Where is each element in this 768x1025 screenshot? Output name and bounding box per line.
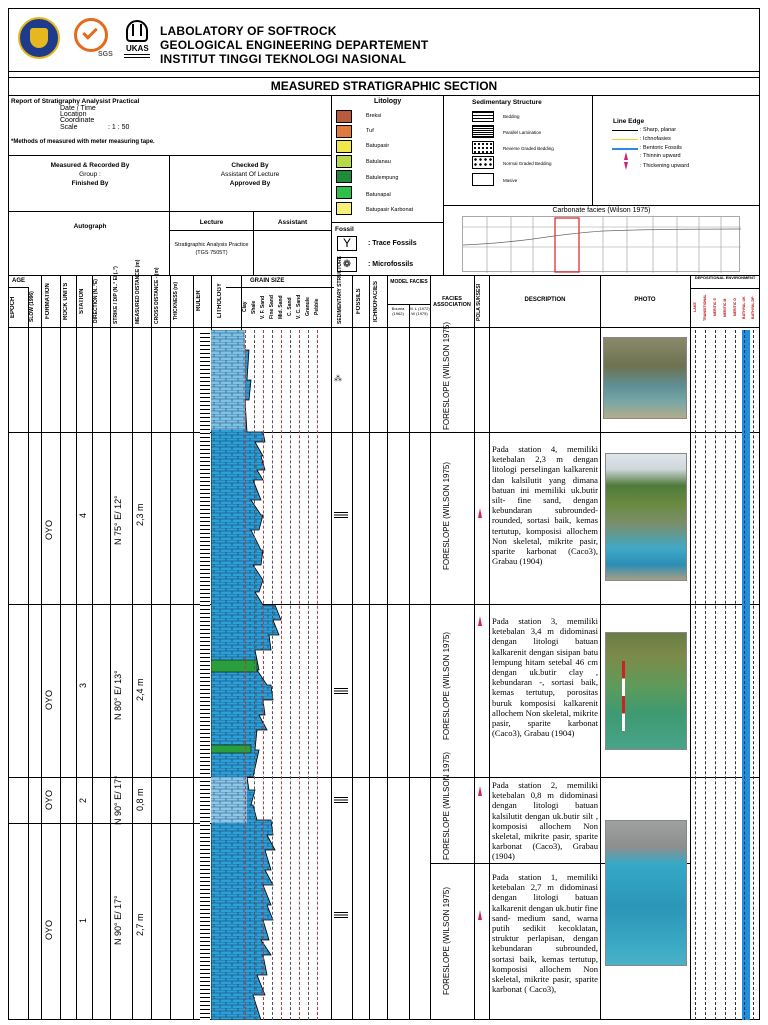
legend-thinning-upward: : Thinnin upward [640,153,681,159]
env-label: LAKE [693,302,697,313]
photo-station-3 [605,632,687,750]
lecture-label: Lecture [199,219,224,226]
checked-by: Checked By [231,162,269,169]
grain-guide [299,330,300,1020]
bedding-symbol [472,111,494,122]
bedding-marker-2 [334,797,348,803]
swatch-batupasir-karbonat [336,202,352,215]
env-label: NERITIC M [723,298,727,317]
measured-unit-2: 0,8 m [135,788,145,812]
legend-normal-graded: Normal Graded Bedding [503,161,552,166]
column-divider [430,275,431,1020]
env-label: NERITIC D [733,298,737,317]
grain-label: Fine Sand [269,295,275,319]
header-line-3: INSTITUT TINGGI TEKNOLOGI NASIONAL [160,52,407,66]
legend-parallel-lamination: Parallel Lamination [503,130,542,135]
column-divider [60,275,61,1020]
ukas-label: UKAS [126,44,149,53]
env-guide [715,330,716,1020]
col-epoch: EPOCH [10,296,16,318]
strike-unit-2: N 90° E/ 17° [113,775,123,825]
env-guide [744,330,745,1020]
parallel-lamination-symbol [472,125,494,138]
measured-by: Measured & Recorded By [50,162,130,169]
column-divider [170,275,171,1020]
col-station: STATION [79,288,85,314]
normal-graded-symbol [472,156,494,169]
formation-unit-1: OYO [44,920,54,941]
column-divider [600,275,601,1020]
assistant-of-lecture: Assistant Of Lecture [220,171,280,178]
legend-batulempung: Batulempung [366,175,399,181]
env-guide [753,330,754,1020]
formation-unit-3: OYO [44,690,54,711]
description-station-3: Pada station 3, memiliki ketebalan 3,4 m didominasi dengan litologi batuan kalkarenit dengan sisipan batu lempung hitam setebal 46 cm dengan uk.butir clay , kebundaran -, sortasi baik, kemas tertutup, porositas buruk komposisi kalkarenit allochem Non skeletal, mikrite pasir, sparite karbonat (Caco3), Grabau (1904) [492,616,598,739]
bedding-marker-4 [334,512,348,518]
col-description: DESCRIPTION [524,297,566,303]
report-scale-value: : 1 : 50 [108,124,130,131]
column-divider [331,275,332,1020]
col-photo: PHOTO [634,297,656,303]
legend-sharp-planar: : Sharp, planar [640,127,677,133]
grain-label: Granule [305,297,311,317]
formation-unit-2: OYO [44,790,54,811]
column-divider [76,275,77,1020]
legend-masive: Masive [503,178,518,183]
swatch-batupasir [336,140,352,153]
thinning-arrow-2 [478,786,482,796]
strike-unit-3: N 80° E/ 13° [113,670,123,720]
swatch-batulempung [336,170,352,183]
measured-unit-1: 2,7 m [135,913,145,937]
column-divider [387,275,388,1020]
thinning-upward-icon [624,152,628,160]
grain-label: Pebble [314,298,320,316]
autograph-label: Autograph [73,223,107,230]
bedding-marker-1 [334,912,348,918]
finished-by: Finished By [71,180,109,187]
trace-fossils-label: : Trace Fossils [368,240,417,247]
column-divider [369,275,370,1020]
col-ichnofacies: ICHNOFACIES [373,280,379,322]
column-divider [151,275,152,1020]
facies-unit-2: FORESLOPE (WILSON 1975) [442,751,451,860]
grain-label: Mid. Sand [278,295,284,319]
env-label: BATHYAL UK [742,296,746,319]
page-title: MEASURED STRATIGRAPHIC SECTION [270,79,498,93]
report-field-coordinate: Coordinate [60,117,95,124]
col-measured: MEASURED DISTANCE (m) [135,259,141,324]
legend-batupasir: Batupasir [366,143,390,149]
lecture-body: Stratigraphic Analysis Practice [174,242,249,248]
group-label: Group : [79,171,101,178]
lithology-column [211,330,291,1020]
col-pola: POLA SUKSESI [476,283,482,321]
grain-label: V. C. Sand [296,294,302,320]
col-direction: DIRECTION (N..°E) [93,279,99,323]
grain-label: Clay [242,301,248,313]
col-ml: M. L (1972) W (1975) [409,306,430,316]
column-divider [92,275,93,1020]
col-age: AGE [12,278,26,284]
strike-unit-4: N 75° E/ 12° [113,495,123,545]
formation-unit-4: OYO [44,520,54,541]
approved-by: Approved By [229,180,271,187]
assistant-label: Assistant [277,219,308,226]
trace-fossil-icon: Y [337,236,357,251]
station-3: 3 [78,682,88,688]
column-divider [28,287,29,1020]
column-divider [690,275,691,1020]
photo-station-4 [605,453,687,581]
photo-outcrop-top [603,337,687,419]
thinning-arrow-4 [478,508,482,518]
header-line-2: GEOLOGICAL ENGINEERING DEPARTEMENT [160,38,429,52]
description-station-4: Pada station 4, memiliki ketebalan 2,3 m dengan litologi perselingan kalkarenit dan kalsilutit yang dimana batuan ini memiliki uk.butir silt- fine sand, dengan kebundaran subrounded- rounded, sortasi baik, kemas tertutup, komposisi allochem Non skeletal, mikrite pasir, sparite karbonat (Caco3), Grabau (1904) [492,444,598,567]
fossil-title: Fossil [335,226,354,233]
lecture-code: (TGS 7505T) [195,250,228,256]
env-guide [705,330,706,1020]
line-edge-title: Line Edge [613,118,645,125]
column-divider [132,275,133,1020]
grain-label: C. Sand [287,297,293,317]
col-lithology: LITHOLOGY [217,283,223,319]
thinning-arrow-3 [478,616,482,626]
microfossil-marker: ⁂ [334,374,342,383]
col-bouma: Bouma (1962) [391,306,405,316]
column-divider [193,275,194,1020]
column-divider [409,304,410,1020]
col-formation: FORMATION [45,283,51,319]
report-title: Report of Stratigraphy Analysist Practical [11,98,140,105]
facies-unit-4: FORESLOPE (WILSON 1975) [442,461,451,570]
env-label: NERITIC S [713,298,717,317]
col-cross: CROSS DISTANCE - (m) [154,267,160,324]
column-divider [474,275,475,1020]
sgs-logo [72,18,114,60]
col-slow: SLOW (1996) [29,291,35,323]
grain-guide [263,330,264,1020]
station-4: 4 [78,512,88,518]
legend-thickening-upward: : Thickening upward [640,163,690,169]
grain-guide [308,330,309,1020]
col-depositional: DEPOSITIONAL ENVIRONMENT [694,275,756,280]
photo-station-1 [605,820,687,966]
sed-structure-title: Sedimentary Structure [472,99,542,106]
col-fossils: FOSSILS [356,288,362,314]
grain-guide [245,330,246,1020]
microfossil-icon: ❁ [337,257,357,272]
swatch-tuf [336,125,352,138]
wilson-facies-diagram [462,216,740,272]
grain-label: V. F. Sand [260,295,266,319]
env-label: BATHYAL DP [751,296,755,319]
legend-batulanau: Batulanau [366,159,391,165]
description-station-2: Pada station 2, memiliki ketebalan 0,8 m didominasi dengan litologi batuan kalsilutit dengan uk.butir silt , komposisi allochem Non skeletal, mikrite pasir, sparite karbonat (Caco3), Grabau (1904) [492,780,598,862]
legend-reverse-graded: Reverse Graded Bedding [503,146,554,151]
report-field-scale: Scale [60,124,78,131]
grain-guide [290,330,291,1020]
grain-guide [272,330,273,1020]
report-field-location: Location [60,111,87,118]
col-grain-size: GRAIN SIZE [250,278,285,284]
masive-symbol [472,173,494,186]
facies-unit-3: FORESLOPE (WILSON 1975) [442,631,451,740]
legend-batunapal: Batunapal [366,192,391,198]
env-label: TRANSITIONAL [703,294,707,321]
reverse-graded-symbol [472,141,494,154]
thickening-upward-icon [624,162,628,170]
strike-unit-1: N 90° E/ 17° [113,895,123,945]
column-divider [489,275,490,1020]
litology-title: Litology [374,98,402,105]
header-line-1: LABOLATORY OF SOFTROCK [160,24,337,38]
col-facies-assoc: FACIES ASSOCIATION [433,296,471,309]
col-sed-struct: SEDIMENTARY STRUCTURE [337,256,343,324]
grain-guide [254,330,255,1020]
col-model-facies: MODEL FACIES [390,279,428,285]
carbonate-title: Carbonate facies (Wilson 1975) [552,207,651,214]
swatch-batulanau [336,155,352,168]
bedding-marker-3 [334,688,348,694]
column-divider [352,275,353,1020]
col-ruler: RULER [196,290,202,312]
legend-bedding: Bedding [503,114,520,119]
grain-guide [281,330,282,1020]
column-divider [110,275,111,1020]
facies-unit-1: FORESLOPE (WILSON 1975) [442,886,451,995]
ruler-scale [200,330,210,1020]
grain-label: Shale [251,300,257,314]
legend-breksi: Breksi [366,113,382,119]
env-guide [735,330,736,1020]
col-thickness: THICKNESS (m) [173,281,179,321]
microfossils-label: : Microfossils [368,261,414,268]
station-2: 2 [78,797,88,803]
column-divider [41,275,42,1020]
sgs-label: SGS [98,51,113,58]
facies-top: FORESLOPE (WILSON 1975) [442,321,451,430]
measured-unit-3: 2,4 m [135,678,145,702]
legend-bentoric-fossils: : Bentoric Fossils [640,145,682,151]
report-field-date: Date / Time [60,105,96,112]
col-strike: STRIKE / DIP (N..° E/ (..°) [113,266,119,324]
thinning-arrow-1 [478,910,482,920]
description-station-1: Pada station 1, memiliki ketebalan 2,7 m didominasi dengan litologi batuan kalkarenit dengan uk.butir fine sand- medium sand, warna putih sedikit kecoklatan, struktur perlapisan, dengan kebundaran subrounded, sortasi baik, kemas tertutup, komposisi allochem Non skeletal, mikrite pasir, sparite karbonat ( Caco3), [492,872,598,995]
measured-unit-4: 2,3 m [135,503,145,527]
col-rock-units: ROCK UNITS [63,282,69,320]
station-1: 1 [78,917,88,923]
ukas-logo [120,18,156,66]
legend-batupasir-karbonat: Batupasir Karbonat [366,207,414,213]
swatch-batunapal [336,186,352,199]
report-note: *Methods of measured with meter measuring tape. [11,139,155,145]
legend-ichnofasies: : Ichnofasies [640,136,671,142]
grain-guide [317,330,318,1020]
env-guide [725,330,726,1020]
swatch-breksi [336,110,352,123]
env-guide [695,330,696,1020]
legend-tuf: Tuf [366,128,374,134]
institute-logo [18,17,60,59]
